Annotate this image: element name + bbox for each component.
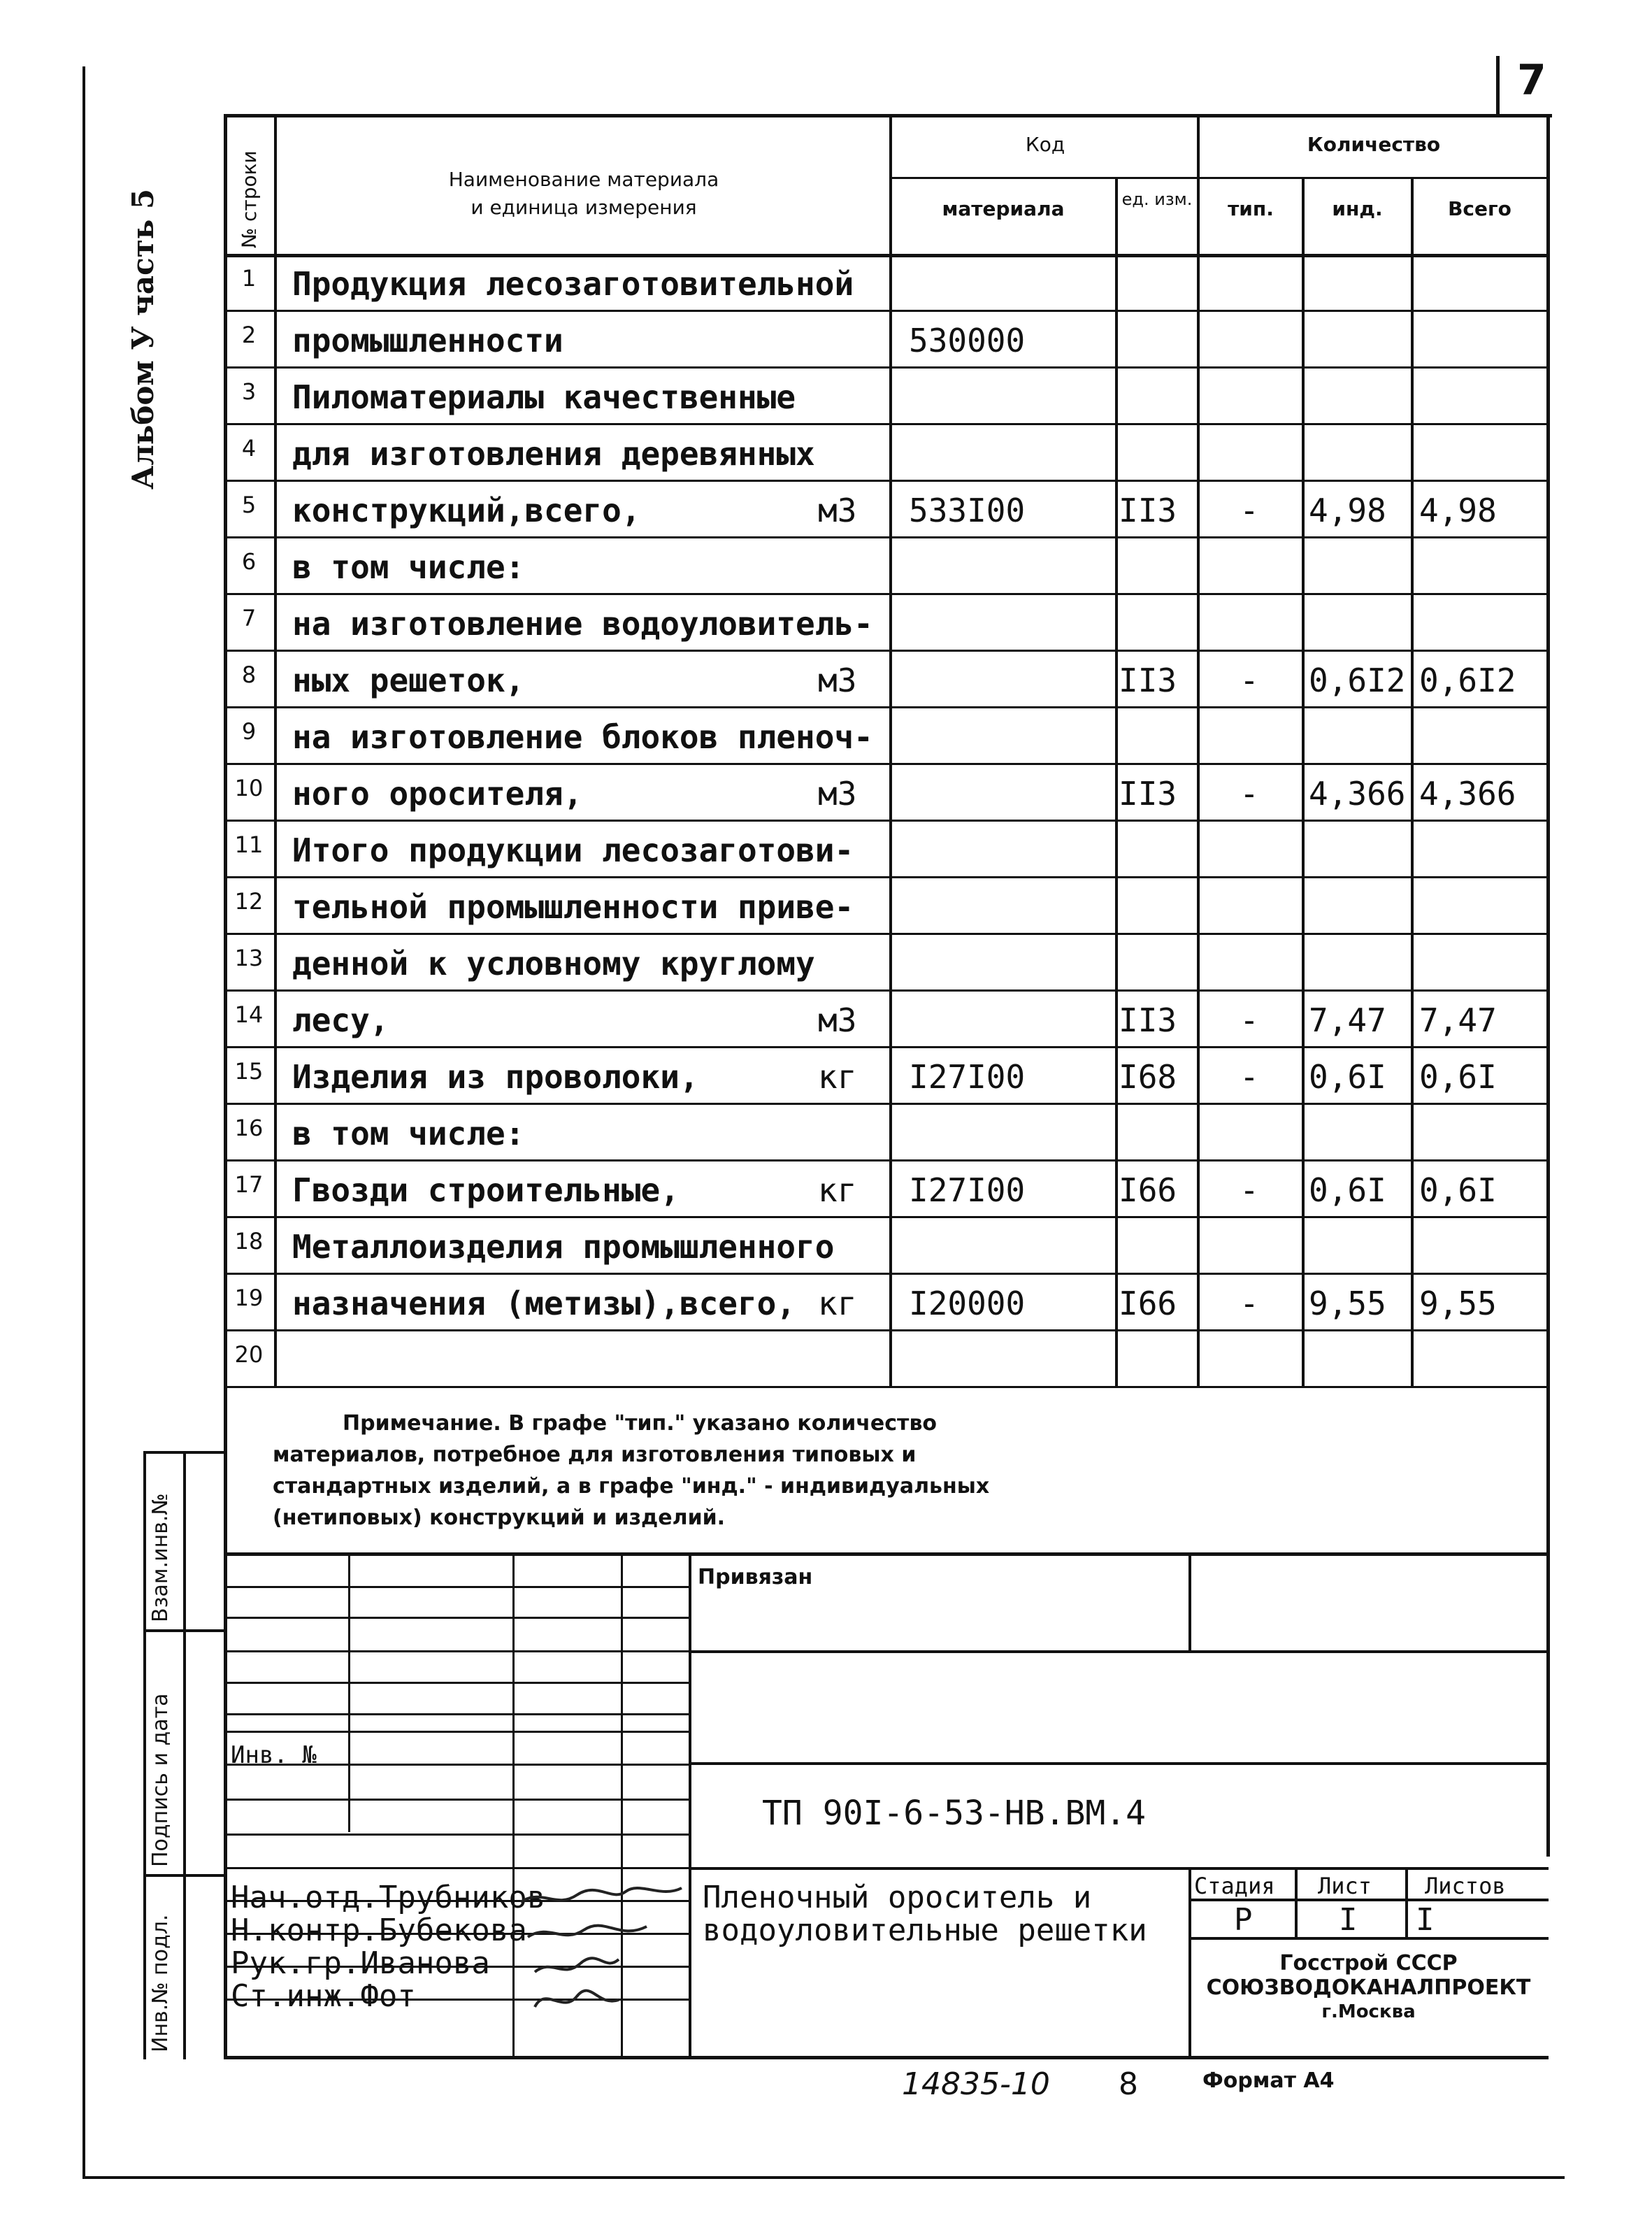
- col-rownum-divider: [274, 115, 277, 1388]
- qty-total: 9,55: [1419, 1285, 1497, 1322]
- unit-code: I66: [1119, 1285, 1177, 1322]
- listov-label: Листов: [1425, 1873, 1506, 1899]
- left-strip-sep1: [143, 1629, 226, 1632]
- row-line: [224, 593, 1549, 595]
- material-unit: м3: [818, 775, 857, 813]
- row-line: [224, 423, 1549, 425]
- org-line1: Госстрой СССР: [1279, 1951, 1458, 1975]
- label-vzam-inv: Взам.инв.№: [148, 1493, 173, 1622]
- header-row-num: № строки: [238, 150, 261, 248]
- title-line2: водоуловительные решетки: [703, 1913, 1147, 1948]
- material-name: конструкций,всего,: [292, 492, 641, 529]
- qty-typ: -: [1240, 492, 1259, 529]
- stamp-row-mid: [689, 1650, 1549, 1653]
- qty-ind: 0,6I: [1309, 1171, 1386, 1209]
- material-name: Гвозди строительные,: [292, 1171, 680, 1209]
- stadia-value: Р: [1234, 1902, 1253, 1938]
- stamp-grid-line: [224, 1799, 691, 1801]
- material-name: Продукция лесозаготовительной: [292, 265, 854, 303]
- material-name: на изготовление блоков пленоч-: [292, 718, 873, 756]
- material-name: в том числе:: [292, 1115, 525, 1152]
- doc-code: ТП 90I-6-53-НВ.ВМ.4: [762, 1794, 1147, 1833]
- row-line: [224, 480, 1549, 482]
- title-line1: Пленочный ороситель и: [703, 1880, 1092, 1915]
- header-bottom-line: [224, 254, 1549, 257]
- material-code: I20000: [909, 1285, 1026, 1322]
- stamp-row-title: [689, 1867, 1549, 1870]
- material-unit: м3: [818, 662, 857, 699]
- page-number-divider: [1496, 56, 1500, 115]
- unit-code: I66: [1119, 1171, 1177, 1209]
- note-line2: материалов, потребное для изготовления типовых и: [273, 1443, 917, 1467]
- row-number: 12: [234, 888, 264, 915]
- row-line: [224, 1386, 1549, 1388]
- row-number: 4: [241, 435, 257, 462]
- stamp-grid-line: [224, 1834, 691, 1836]
- header-name-line2: и единица измерения: [471, 196, 697, 219]
- qty-typ: -: [1240, 775, 1259, 813]
- material-name: денной к условному круглому: [292, 945, 815, 982]
- row-line: [224, 536, 1549, 538]
- qty-total: 0,6I: [1419, 1171, 1497, 1209]
- row-line: [224, 1103, 1549, 1105]
- qty-ind: 7,47: [1309, 1001, 1386, 1039]
- header-name-line1: Наименование материала: [448, 168, 719, 191]
- row-number: 16: [234, 1115, 264, 1141]
- material-unit: кг: [818, 1285, 857, 1322]
- material-name: Изделия из проволоки,: [292, 1058, 699, 1096]
- stadia-label: Стадия: [1194, 1873, 1275, 1899]
- row-line: [224, 366, 1549, 369]
- stamp-bottom-line: [224, 2056, 1549, 2059]
- row-number: 1: [241, 265, 257, 292]
- qty-ind: 0,6I2: [1309, 662, 1406, 699]
- frame-left-line: [82, 66, 85, 2178]
- row-number: 14: [234, 1001, 264, 1028]
- stamp-left-border: [224, 1388, 227, 2059]
- signatures-image: [514, 1881, 689, 2021]
- note-line1: Примечание. В графе "тип." указано количество: [343, 1411, 938, 1436]
- row-number: 7: [241, 605, 257, 631]
- material-code: I27I00: [909, 1171, 1026, 1209]
- page-number: 7: [1517, 56, 1546, 105]
- org-line2: СОЮЗВОДОКАНАЛПРОЕКТ: [1206, 1975, 1531, 2000]
- qty-total: 4,366: [1419, 775, 1516, 813]
- material-unit: кг: [818, 1058, 857, 1096]
- material-code: I27I00: [909, 1058, 1026, 1096]
- stamp-row-doc: [689, 1762, 1549, 1765]
- material-name: ных решеток,: [292, 662, 525, 699]
- qty-ind: 0,6I: [1309, 1058, 1386, 1096]
- frame-top-line: [224, 114, 1552, 117]
- unit-code: II3: [1119, 775, 1177, 813]
- row-line: [224, 650, 1549, 652]
- material-name: для изготовления деревянных: [292, 435, 815, 473]
- row-line: [224, 1273, 1549, 1275]
- signer-3: Ст.инж.Фот: [231, 1978, 416, 2014]
- header-qty-ind: инд.: [1332, 197, 1383, 220]
- material-unit: м3: [818, 1001, 857, 1039]
- header-qty-typ: тип.: [1228, 197, 1274, 220]
- row-line: [224, 763, 1549, 765]
- footer-sheet: 8: [1119, 2066, 1138, 2102]
- qty-total: 4,98: [1419, 492, 1497, 529]
- qty-typ: -: [1240, 1058, 1259, 1096]
- stamp-grid-line: [224, 1586, 691, 1588]
- material-unit: м3: [818, 492, 857, 529]
- qty-typ: -: [1240, 1001, 1259, 1039]
- header-code: Код: [1025, 133, 1065, 156]
- qty-typ: -: [1240, 1285, 1259, 1322]
- row-line: [224, 310, 1549, 312]
- material-code: 530000: [909, 322, 1026, 359]
- row-line: [224, 876, 1549, 878]
- material-name: лесу,: [292, 1001, 389, 1039]
- qty-ind: 4,98: [1309, 492, 1386, 529]
- row-line: [224, 1159, 1549, 1162]
- header-sub-line: [889, 177, 1548, 179]
- signer-2: Рук.гр.Иванова: [231, 1945, 490, 1981]
- stamp-grid-line: [224, 1650, 691, 1652]
- stamp-grid-line: [224, 1713, 691, 1715]
- list-value: I: [1339, 1902, 1358, 1938]
- row-line: [224, 933, 1549, 935]
- qty-total: 0,6I2: [1419, 662, 1516, 699]
- left-strip-left: [143, 1451, 146, 2059]
- qty-total: 0,6I: [1419, 1058, 1497, 1096]
- stamp-top-line: [224, 1552, 1549, 1556]
- qty-typ: -: [1240, 662, 1259, 699]
- header-code-material: материала: [942, 197, 1065, 220]
- stamp-grid-line: [224, 1617, 691, 1619]
- signer-0: Нач.отд.Трубников: [231, 1880, 546, 1915]
- material-name: назначения (метизы),всего,: [292, 1285, 796, 1322]
- row-number: 13: [234, 945, 264, 971]
- row-number: 8: [241, 662, 257, 688]
- footer-format: Формат А4: [1202, 2068, 1335, 2093]
- material-name: на изготовление водоуловитель-: [292, 605, 873, 643]
- qty-total: 7,47: [1419, 1001, 1497, 1039]
- header-qty-total: Всего: [1448, 197, 1511, 220]
- col-name-divider: [889, 115, 892, 1388]
- label-podpis-data: Подпись и дата: [148, 1693, 173, 1867]
- material-code: 533I00: [909, 492, 1026, 529]
- inv-label: Инв. №: [231, 1741, 317, 1769]
- row-number: 9: [241, 718, 257, 745]
- header-code-unit: ед. изм.: [1121, 190, 1193, 209]
- col-ind-divider: [1411, 178, 1414, 1388]
- row-number: 17: [234, 1171, 264, 1198]
- note-line3: стандартных изделий, а в графе "инд." - индивидуальных: [273, 1474, 990, 1499]
- row-line: [224, 1216, 1549, 1218]
- listov-value: I: [1416, 1902, 1435, 1938]
- row-number: 20: [234, 1341, 264, 1368]
- frame-bottom-line: [82, 2176, 1565, 2179]
- header-qty: Количество: [1307, 133, 1441, 156]
- stamp-grid-line: [224, 1682, 691, 1684]
- stadia-col2: [1405, 1867, 1408, 1937]
- row-number: 10: [234, 775, 264, 801]
- left-strip-top: [143, 1451, 226, 1454]
- material-name: Металлоизделия промышленного: [292, 1228, 835, 1266]
- unit-code: I68: [1119, 1058, 1177, 1096]
- material-name: в том числе:: [292, 548, 525, 586]
- material-name: Итого продукции лесозаготови-: [292, 831, 854, 869]
- row-number: 5: [241, 492, 257, 518]
- row-number: 15: [234, 1058, 264, 1085]
- row-number: 3: [241, 378, 257, 405]
- qty-typ: -: [1240, 1171, 1259, 1209]
- table-right-border: [1546, 115, 1550, 1857]
- left-strip-sep2: [143, 1874, 226, 1877]
- stadia-col1: [1295, 1867, 1298, 1937]
- row-line: [224, 1046, 1549, 1048]
- qty-ind: 9,55: [1309, 1285, 1386, 1322]
- note-line4: (нетиповых) конструкций и изделий.: [273, 1506, 726, 1530]
- label-inv-podl: Инв.№ подл.: [148, 1914, 173, 2052]
- material-name: промышленности: [292, 322, 563, 359]
- stamp-col1: [348, 1552, 350, 1832]
- list-label: Лист: [1318, 1873, 1372, 1899]
- material-name: тельной промышленности приве-: [292, 888, 854, 926]
- stamp-col-right: [1188, 1552, 1191, 1650]
- row-number: 2: [241, 322, 257, 348]
- material-name: ного оросителя,: [292, 775, 583, 813]
- row-number: 19: [234, 1285, 264, 1311]
- privyazan-label: Привязан: [698, 1565, 813, 1589]
- org-line3: г.Москва: [1321, 2001, 1416, 2022]
- qty-ind: 4,366: [1309, 775, 1406, 813]
- left-strip-mid: [183, 1451, 186, 2059]
- row-line: [224, 1329, 1549, 1331]
- unit-code: II3: [1119, 662, 1177, 699]
- unit-code: II3: [1119, 1001, 1177, 1039]
- stamp-col4: [689, 1552, 691, 2056]
- stamp-grid-line: [224, 1731, 691, 1733]
- stamp-grid-line: [224, 1867, 691, 1869]
- row-line: [224, 989, 1549, 992]
- row-number: 18: [234, 1228, 264, 1255]
- col-typ-divider: [1302, 178, 1305, 1388]
- signer-1: Н.контр.Бубекова: [231, 1913, 527, 1948]
- material-name: Пиломатериалы качественные: [292, 378, 796, 416]
- col-code-divider: [1115, 178, 1118, 1388]
- row-number: 6: [241, 548, 257, 575]
- row-line: [224, 706, 1549, 708]
- album-label: Альбом У часть 5: [126, 188, 160, 489]
- row-line: [224, 820, 1549, 822]
- footer-number: 14835-10: [902, 2066, 1050, 2102]
- unit-code: II3: [1119, 492, 1177, 529]
- row-number: 11: [234, 831, 264, 858]
- material-unit: кг: [818, 1171, 857, 1209]
